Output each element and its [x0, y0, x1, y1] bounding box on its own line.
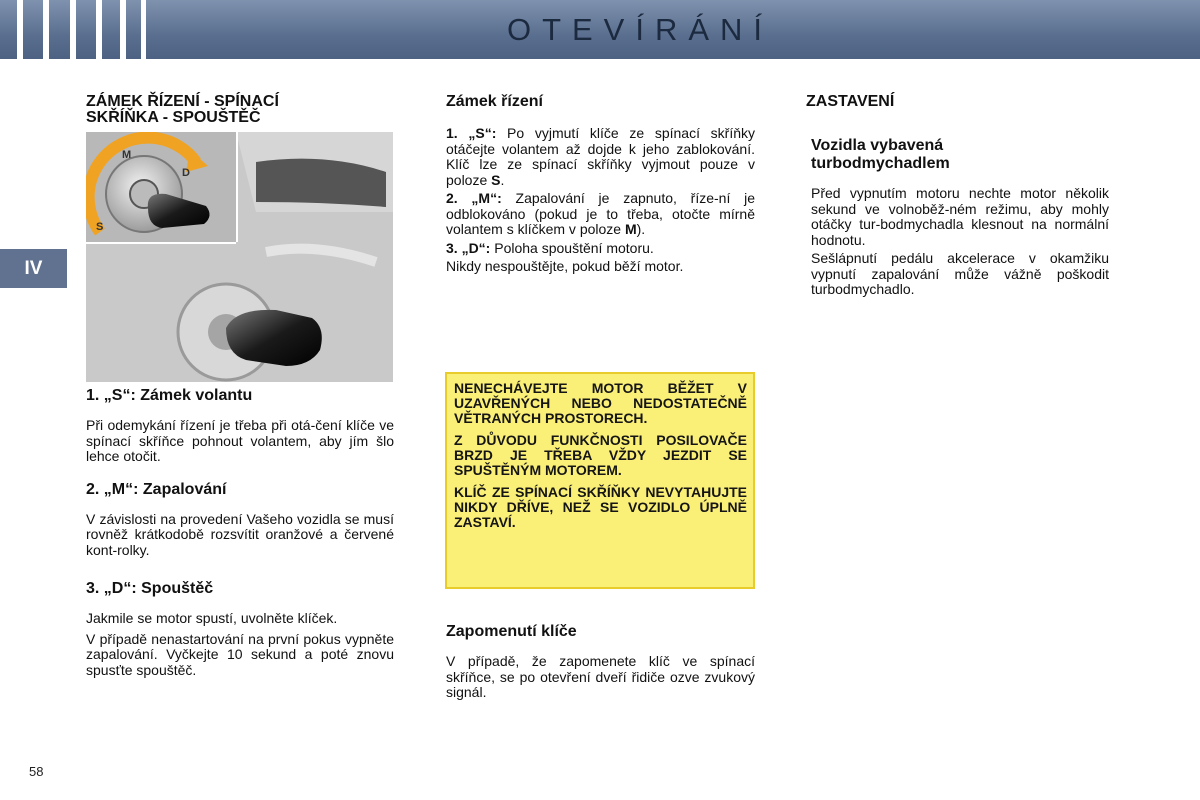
subheading: [811, 137, 1109, 173]
item-end: ).: [636, 221, 646, 237]
section-heading: Zámek řízení: [446, 93, 543, 110]
warning-paragraph: NENECHÁVEJTE MOTOR BĚŽET V UZAVŘENÝCH NEBO NEDOSTATEČNĚ VĚTRANÝCH PROSTORECH.: [454, 380, 747, 426]
page-title: OTEVÍRÁNÍ: [506, 12, 774, 47]
step-d-title: 3. „D“: Spouštěč: [86, 580, 214, 597]
item-m: [446, 191, 755, 238]
subheading-line: Vozidla vybavená: [811, 137, 944, 154]
header-stripe: [70, 0, 76, 59]
forgot-key-text: V případě, že zapomenete klíč ve spínací skříňce, se po otevření dveří řidiče ozve zvukový signál.: [446, 653, 755, 700]
step-m-title: 2. „M“: Zapalování: [86, 480, 227, 498]
step-s-text: Při odemykání řízení je třeba při otá-čení klíče ve spínací skříňce pohnout volantem, aby jím šlo lehce otočit.: [86, 417, 394, 464]
heading-line: ZÁMEK ŘÍZENÍ - SPÍNACÍ: [86, 93, 279, 110]
warning-paragraph: Z DŮVODU FUNKČNOSTI POSILOVAČE BRZD JE TŘEBA VŽDY JEZDIT SE SPUŠTĚNÝM MOTOREM.: [454, 432, 747, 478]
step-s-title: 1. „S“: Zámek volantu: [86, 387, 253, 404]
item-bold: S: [491, 171, 501, 188]
section-heading: ZASTAVENÍ: [806, 93, 895, 110]
step-d-text-1: Jakmile se motor spustí, uvolněte klíček.: [86, 610, 338, 626]
heading-line: SKŘÍŇKA - SPOUŠTĚČ: [86, 109, 261, 126]
turbo-text-2: Sešlápnutí pedálu akcelerace v okamžiku vypnutí zapalování může vážně poškodit turbodmychadlo.: [811, 250, 1109, 297]
warning-box: [445, 372, 755, 589]
ignition-illustration: [86, 132, 393, 382]
column-left: [86, 94, 394, 126]
forgot-key-title: Zapomenutí klíče: [446, 623, 577, 640]
position-m-label: M: [122, 149, 132, 161]
page-header: [0, 0, 1200, 59]
turbo-text-1: Před vypnutím motoru nechte motor několik sekund ve volnoběž-ném režimu, aby mohly otáčky tur-bodmychadla klesnout na normální hodnotu.: [811, 185, 1109, 248]
header-stripe: [17, 0, 23, 59]
subheading-line: turbodmychadlem: [811, 155, 950, 172]
item-text: Po vyjmutí klíče ze spínací skříňky otáčejte volantem až dojde k jeho zablokování. Klíč lze ze spínací skříňky vyjmout pouze v poloze: [446, 125, 755, 188]
item-end: .: [500, 171, 505, 188]
position-d-label: D: [182, 167, 190, 179]
item-s: [446, 126, 755, 188]
column-middle-lower: [446, 623, 755, 701]
position-s-label: S: [96, 221, 104, 233]
ignition-photo: [86, 132, 393, 382]
column-right: [806, 94, 1109, 298]
page-number: 58: [29, 764, 44, 779]
step-d-text-2: V případě nenastartování na první pokus vypněte zapalování. Vyčkejte 10 sekund a poté znovu spusťte spouštěč.: [86, 630, 394, 678]
note-text: Nikdy nespouštějte, pokud běží motor.: [446, 258, 684, 274]
chapter-tab[interactable]: IV: [0, 249, 67, 288]
item-label: 2. „M“:: [446, 190, 502, 206]
header-stripe: [141, 0, 146, 59]
item-text: Zapalování je zapnuto, říze-ní je odblokováno (pokud je to třeba, otočte mírně volantem s klíčkem v poloze: [446, 190, 755, 237]
item-label: 1. „S“:: [446, 125, 497, 141]
item-d: [446, 241, 755, 257]
header-stripe: [120, 0, 126, 59]
section-heading: [86, 94, 394, 126]
header-stripe: [96, 0, 102, 59]
item-text: Poloha spouštění motoru.: [490, 239, 654, 256]
step-m-text: V závislosti na provedení Vašeho vozidla se musí rovněž krátkodobě rozsvítit oranžové a červené kont-rolky.: [86, 510, 394, 558]
item-bold: M: [624, 221, 637, 237]
item-label: 3. „D“:: [446, 239, 491, 256]
warning-paragraph: KLÍČ ZE SPÍNACÍ SKŘÍŇKY NEVYTAHUJTE NIKDY DŘÍVE, NEŽ SE VOZIDLO ÚPLNĚ ZASTAVÍ.: [454, 484, 747, 530]
column-middle: [446, 94, 755, 275]
header-stripe: [43, 0, 49, 59]
column-left-text: [86, 387, 394, 678]
